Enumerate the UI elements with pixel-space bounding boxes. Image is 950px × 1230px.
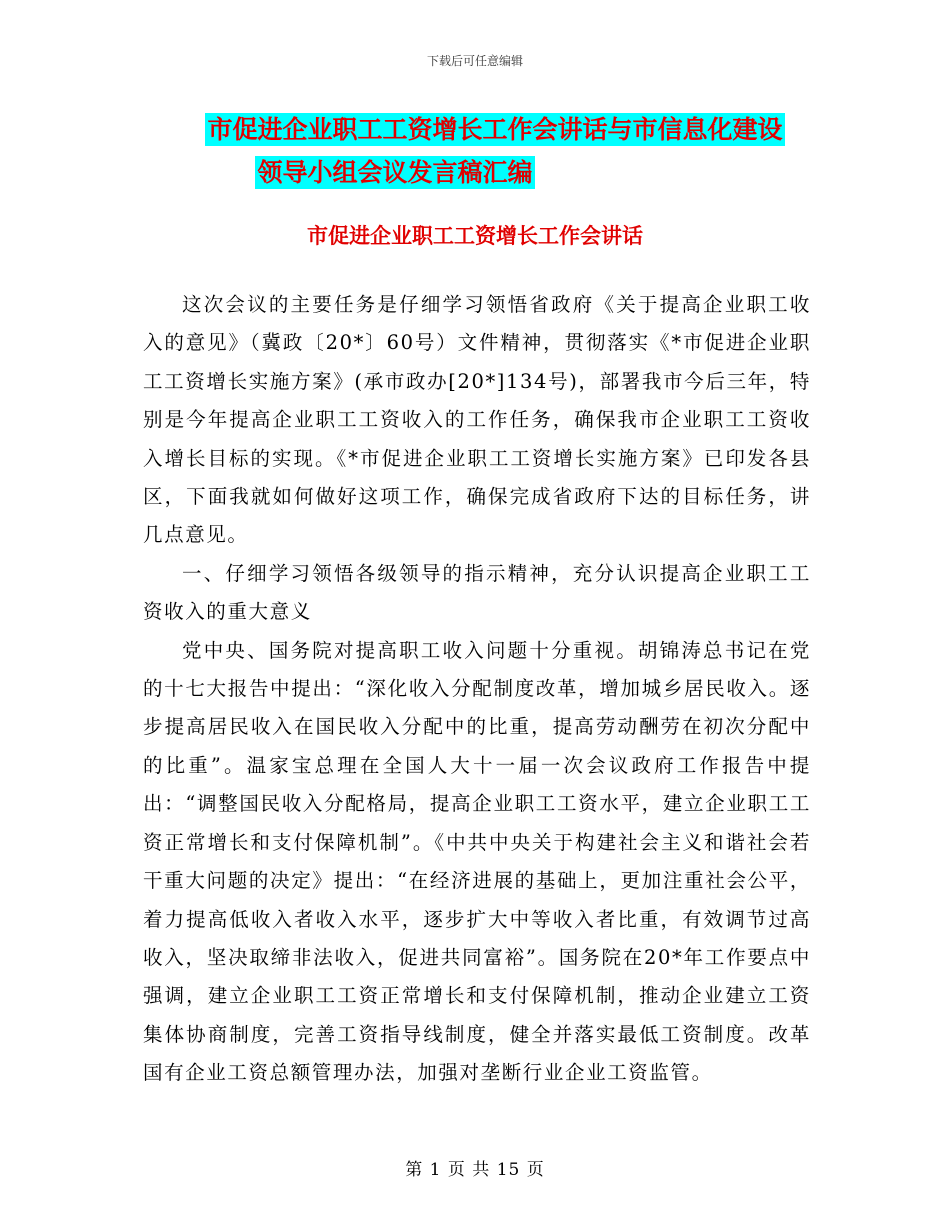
document-title-text-2: 领导小组会议发言稿汇编 [257, 158, 533, 187]
page-number: 第 1 页 共 15 页 [405, 1160, 545, 1180]
document-title-text-1: 市促进企业职工工资增长工作会讲话与市信息化建设 [207, 115, 783, 144]
paragraph: 这次会议的主要任务是仔细学习领悟省政府《关于提高企业职工收入的意见》（冀政〔20*〕60号）文件精神，贯彻落实《*市促进企业职工工资增长实施方案》(承市政办[20*]134号)，部署我市今后三年，特别是今年提高企业职工工资收入的工作任务，确保我市企业职工工资收入增长目标的实现。《*市促进企业职工工资增长实施方案》已印发各县区，下面我就如何做好这项工作，确保完成省政府下达的目标任务，讲几点意见。 [143, 293, 811, 547]
body-text [143, 286, 811, 1093]
document-title-line-1 [0, 112, 950, 148]
paragraph: 一、仔细学习领悟各级领导的指示精神，充分认识提高企业职工工资收入的重大意义 [143, 561, 811, 624]
document-title-line-2 [0, 155, 870, 191]
section-title: 市促进企业职工工资增长工作会讲话 [307, 224, 643, 248]
paragraph: 党中央、国务院对提高职工收入问题十分重视。胡锦涛总书记在党的十七大报告中提出：“深化收入分配制度改革，增加城乡居民收入。逐步提高居民收入在国民收入分配中的比重，提高劳动酬劳在初次分配中的比重”。温家宝总理在全国人大十一届一次会议政府工作报告中提出：“调整国民收入分配格局，提高企业职工工资水平，建立企业职工工资正常增长和支付保障机制”。《中共中央关于构建社会主义和谐社会若干重大问题的决定》提出：“在经济进展的基础上，更加注重社会公平，着力提高低收入者收入水平，逐步扩大中等收入者比重，有效调节过高收入，坚决取缔非法收入，促进共同富裕”。国务院在20*年工作要点中强调，建立企业职工工资正常增长和支付保障机制，推动企业建立工资集体协商制度，完善工资指导线制度，健全并落实最低工资制度。改革国有企业工资总额管理办法，加强对垄断行业企业工资监管。 [143, 638, 811, 1085]
header-note: 下载后可任意编辑 [426, 54, 523, 68]
